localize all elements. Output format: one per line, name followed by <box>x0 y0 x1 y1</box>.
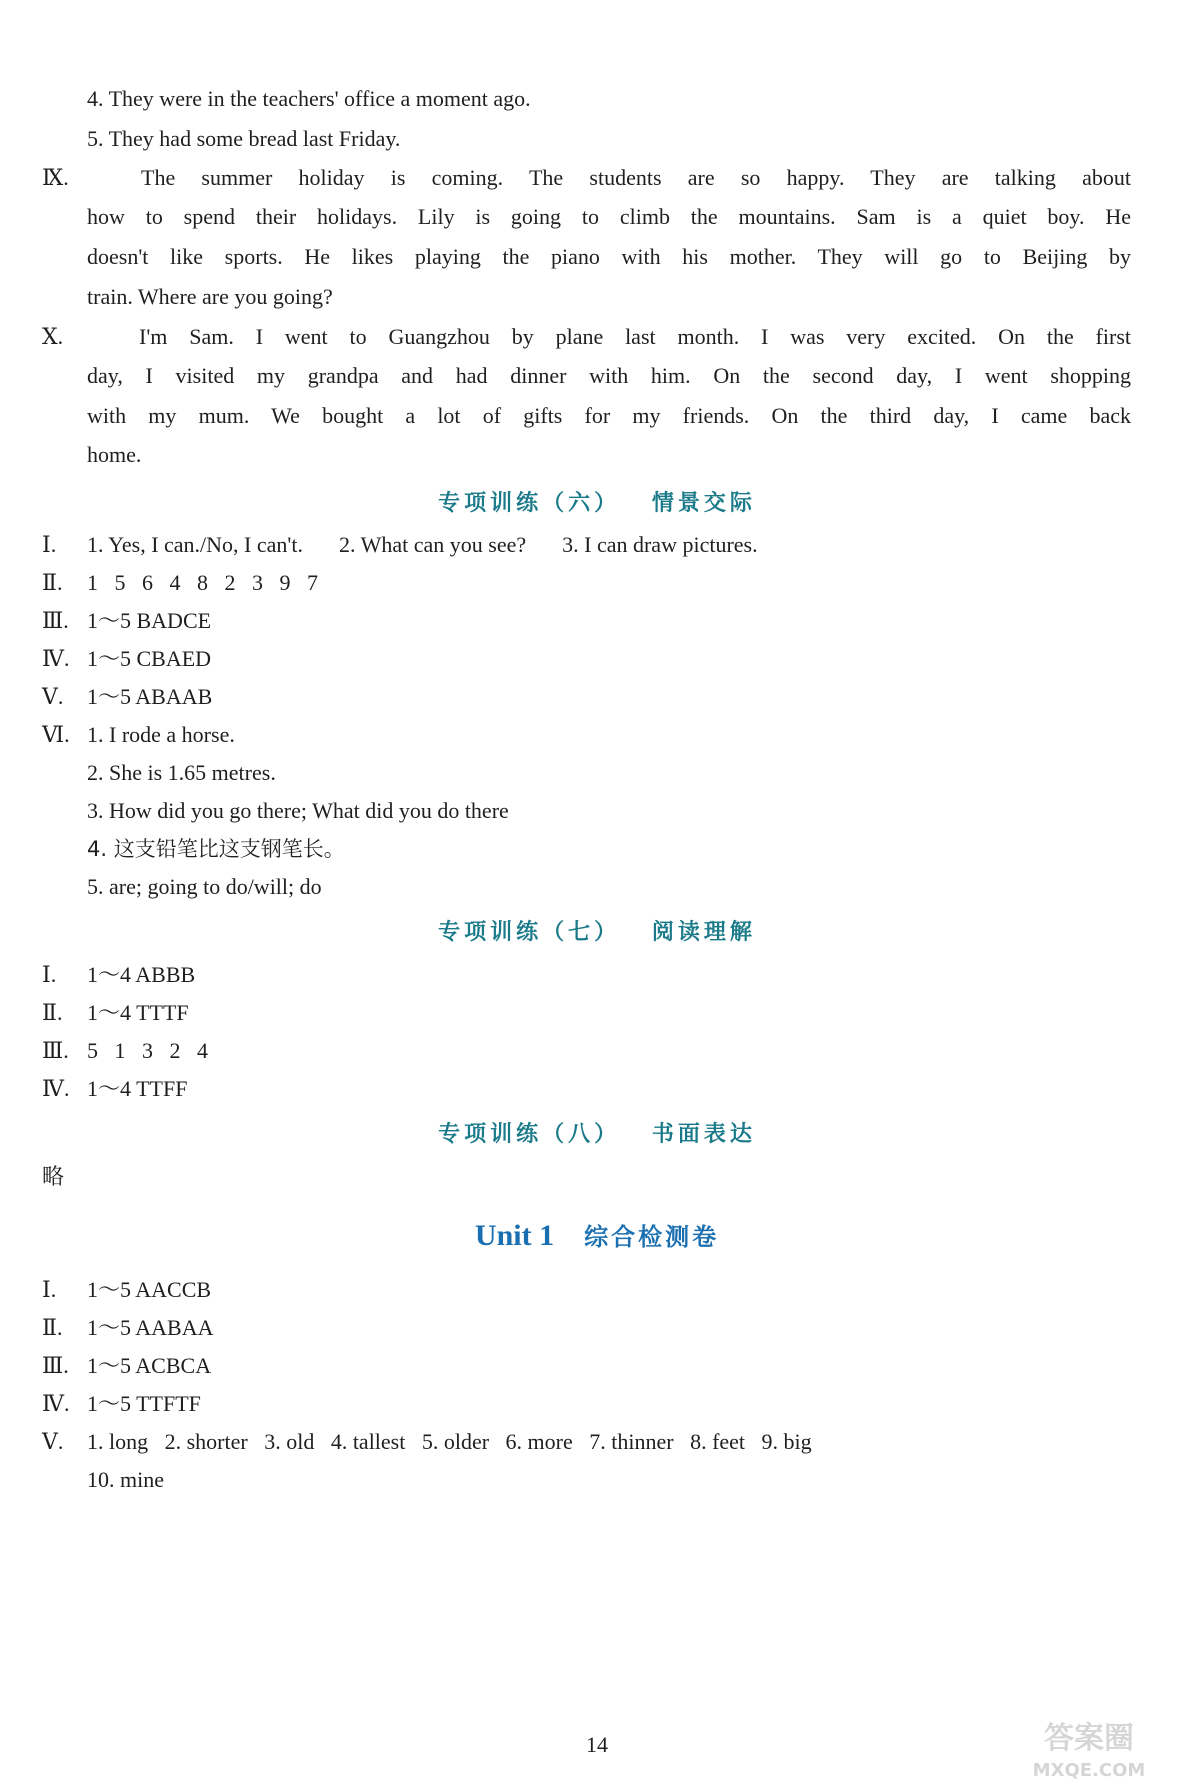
answer-line: 2. She is 1.65 metres. <box>87 760 276 785</box>
answer-line: 1～4 ABBB <box>87 962 196 987</box>
roman-label: Ⅵ. <box>42 722 70 747</box>
answer-line: 1～4 TTTF <box>87 1000 189 1025</box>
svg-text:MXQE.COM: MXQE.COM <box>1032 1760 1146 1781</box>
roman-label: Ⅱ. <box>42 570 63 595</box>
heading-right: 书面表达 <box>651 1122 756 1147</box>
passage-line: doesn't like sports. He likes playing the piano with his mother. They will go to Beijing by <box>87 244 1131 269</box>
section-heading <box>0 1120 1194 1150</box>
heading-right: 情景交际 <box>651 491 756 516</box>
unit-title: Unit 1 <box>474 1219 555 1252</box>
answer-line: 4. 这支铅笔比这支钢笔长。 <box>87 837 345 861</box>
roman-label: Ⅰ. <box>42 1277 57 1302</box>
passage-line: train. Where are you going? <box>87 284 333 309</box>
roman-label: Ⅲ. <box>42 608 69 633</box>
passage-line: I'm Sam. I went to Guangzhou by plane last month. I was very excited. On the first <box>139 324 1131 349</box>
heading-left: 专项训练（八） <box>438 1122 621 1147</box>
watermark-logo <box>994 1714 1184 1784</box>
answer-line: 1 5 6 4 8 2 3 9 7 <box>87 570 318 595</box>
answer-line: 1～5 ACBCA <box>87 1353 212 1378</box>
answer-line: 1. long 2. shorter 3. old 4. tallest 5. older 6. more 7. thinner 8. feet 9. big <box>87 1429 812 1454</box>
passage-line: with my mum. We bought a lot of gifts for my friends. On the third day, I came back <box>87 403 1131 428</box>
roman-label: Ⅴ. <box>42 1429 64 1454</box>
unit-heading <box>0 1218 1194 1256</box>
roman-label: Ⅳ. <box>42 1076 70 1101</box>
answer-line: 1～5 ABAAB <box>87 684 213 709</box>
roman-label: Ⅱ. <box>42 1315 63 1340</box>
passage-line: day, I visited my grandpa and had dinner with him. On the second day, I went shopping <box>87 363 1131 388</box>
answer-line: 1～5 CBAED <box>87 646 212 671</box>
answer-line: 4. They were in the teachers' office a moment ago. <box>87 86 531 111</box>
roman-label: Ⅳ. <box>42 1391 70 1416</box>
page-number: 14 <box>586 1732 608 1757</box>
roman-label: Ⅳ. <box>42 646 70 671</box>
roman-label: Ⅰ. <box>42 962 57 987</box>
section-heading <box>0 918 1194 948</box>
roman-label: Ⅲ. <box>42 1038 69 1063</box>
roman-label: Ⅴ. <box>42 684 64 709</box>
roman-label: Ⅱ. <box>42 1000 63 1025</box>
svg-text:答案圈: 答案圈 <box>1044 1721 1134 1756</box>
passage-line: The summer holiday is coming. The students are so happy. They are talking about <box>141 165 1131 190</box>
heading-right: 阅读理解 <box>651 920 756 945</box>
answer-line: 5. are; going to do/will; do <box>87 874 322 899</box>
answer-line: 1～4 TTFF <box>87 1076 188 1101</box>
answer-omitted: 略 <box>42 1165 65 1190</box>
answer-line: 1～5 TTFTF <box>87 1391 201 1416</box>
heading-left: 专项训练（七） <box>438 920 621 945</box>
answer-line: 1～5 BADCE <box>87 608 212 633</box>
passage-line: home. <box>87 442 142 467</box>
answer-line: 5. They had some bread last Friday. <box>87 126 401 151</box>
answer-line: 3. How did you go there; What did you do there <box>87 798 509 823</box>
answer-line: 10. mine <box>87 1467 164 1492</box>
answer-line: 1. I rode a horse. <box>87 722 235 747</box>
answer-line: 1～5 AACCB <box>87 1277 212 1302</box>
section-heading <box>0 489 1194 519</box>
unit-subtitle: 综合检测卷 <box>584 1223 720 1251</box>
answer-line: 1～5 AABAA <box>87 1315 214 1340</box>
answer-line: 1. Yes, I can./No, I can't. 2. What can you see? 3. I can draw pictures. <box>87 532 758 557</box>
passage-line: how to spend their holidays. Lily is going to climb the mountains. Sam is a quiet boy. He <box>87 204 1131 229</box>
section-label: Ⅸ. <box>42 165 69 190</box>
section-label: Ⅹ. <box>42 324 64 349</box>
heading-left: 专项训练（六） <box>438 491 621 516</box>
roman-label: Ⅲ. <box>42 1353 69 1378</box>
roman-label: Ⅰ. <box>42 532 57 557</box>
answer-line: 5 1 3 2 4 <box>87 1038 208 1063</box>
